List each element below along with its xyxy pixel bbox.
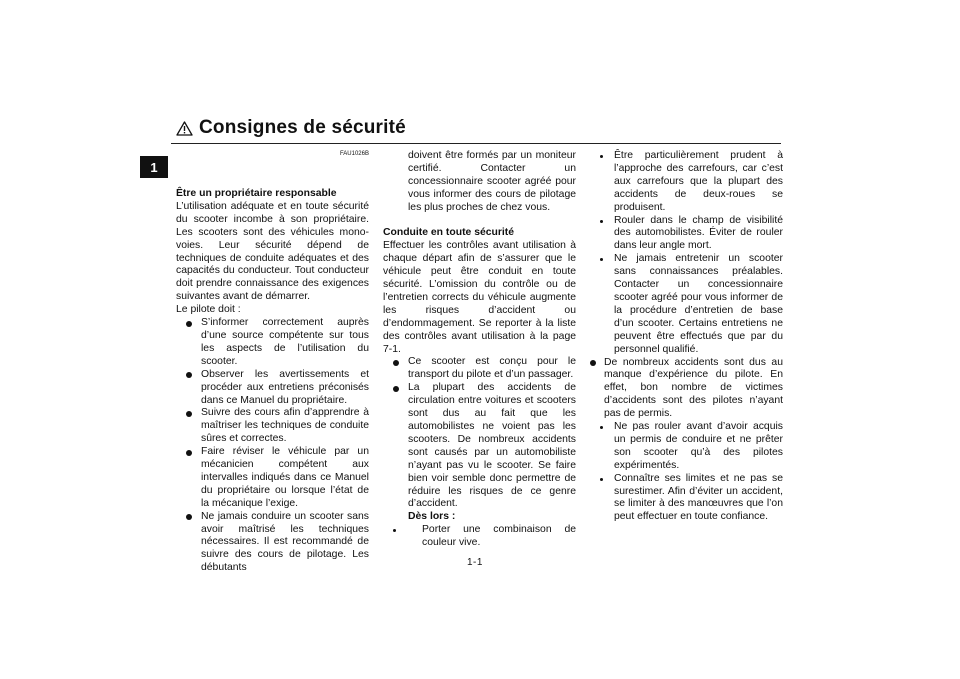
list-item-text: La plupart des accidents de circulation entre voitures et scooters sont dus au fait que les automobilistes ne voient pas les scooters. De nombreux accidents sont causés par un automobiliste n’ayant pas vu le scooter. Se faire bien voir semble donc permettre de réduire les risques de ce genre d’accident. [408, 382, 576, 510]
list-item: Faire réviser le véhicule par un mécanicien compétent aux intervalles indiqués dans ce Manuel du propriétaire ou lorsque l’état de la mécanique l’exige. [176, 446, 369, 511]
list-item: Observer les avertissements et procéder aux entretiens préconisés dans ce Manuel du propriétaire. [176, 369, 369, 408]
section-heading: Conduite en toute sécurité [383, 227, 515, 239]
list-item [590, 357, 783, 422]
page-title-text: Consignes de sécurité [199, 117, 406, 138]
warning-icon [176, 121, 193, 136]
bullet-list [176, 317, 369, 575]
sub-bullet-list [383, 524, 576, 550]
paragraph: L’utilisation adéquate et en toute sécurité du scooter incombe à son propriétaire. Les scooters sont des véhicules mono-voies. Leur sécurité dépend de techniques de conduite adéquates et des capacités du conducteur. Tout conducteur doit prendre connaissance des exigences suivantes avant de démarrer. [176, 200, 369, 303]
paragraph: Effectuer les contrôles avant utilisation à chaque départ afin de s’assurer que le véhicule peut être conduit en toute sécurité. L’omission du contrôle ou de l’entretien corrects du véhicule augmente les risques d’accident ou d’endommagement. Se reporter à la liste des contrôles avant utilisation à la page 7-1. [383, 240, 576, 355]
list-item: Ce scooter est conçu pour le transport du pilote et d’un passager. [383, 356, 576, 382]
list-item: Ne jamais conduire un scooter sans avoir maîtrisé les techniques nécessaires. Il est recommandé de suivre des cours de pilotage. Les débutants [176, 511, 369, 576]
sub-list-item: Ne pas rouler avant d’avoir acquis un permis de conduire et ne prêter son scooter qu’à des pilotes expérimentés. [590, 421, 783, 473]
chapter-tab: 1 [140, 156, 168, 178]
column-3 [590, 150, 783, 524]
reference-code: FAU1026B [339, 151, 369, 157]
sub-list-item: Ne jamais entretenir un scooter sans connaissances préalables. Contacter un concessionnaire scooter agréé pour vous informer de la procédure d’entretien de base d’un scooter. Certains entretiens ne peuvent être effectués que par du personnel qualifié. [590, 253, 783, 356]
bullet-list [383, 356, 576, 550]
sub-list-item: Être particulièrement prudent à l’approche des carrefours, car c’est aux carrefours que la plupart des accidents de deux-roues se produisent. [590, 150, 783, 215]
sub-list-item: Connaître ses limites et ne pas se surestimer. Afin d’éviter un accident, se limiter à des manœuvres que l’on peut effectuer en toute confiance. [590, 473, 783, 525]
column-1 [176, 150, 369, 575]
sub-bullet-list [590, 421, 783, 524]
list-item-text: De nombreux accidents sont dus au manque d’expérience du pilote. En effet, bon nombre de victimes d’accidents sont des pilotes n’ayant pas de permis. [604, 356, 783, 420]
column-2 [383, 150, 576, 550]
bullet-list [590, 357, 783, 422]
list-item: Suivre des cours afin d’apprendre à maîtriser les techniques de conduite sûres et correctes. [176, 407, 369, 446]
sub-list-item: Porter une combinaison de couleur vive. [383, 524, 576, 550]
lead-text: Le pilote doit : [176, 304, 241, 316]
list-item: S’informer correctement auprès d’une source compétente sur tous les aspects de l’utilisation du scooter. [176, 317, 369, 369]
sub-list-item: Rouler dans le champ de visibilité des automobilistes. Éviter de rouler dans leur angle mort. [590, 215, 783, 254]
list-item [383, 382, 576, 550]
page-title [176, 117, 406, 139]
section-heading: Être un propriétaire responsable [176, 188, 337, 199]
des-lors-label: Dès lors : [408, 511, 456, 523]
page-number: 1-1 [467, 557, 483, 568]
continuation-text: doivent être formés par un moniteur certifié. Contacter un concessionnaire scooter agréé pour vous informer des cours de pilotage les plus proches de chez vous. [408, 150, 576, 213]
sub-bullet-list [590, 150, 783, 357]
title-rule [171, 143, 781, 144]
